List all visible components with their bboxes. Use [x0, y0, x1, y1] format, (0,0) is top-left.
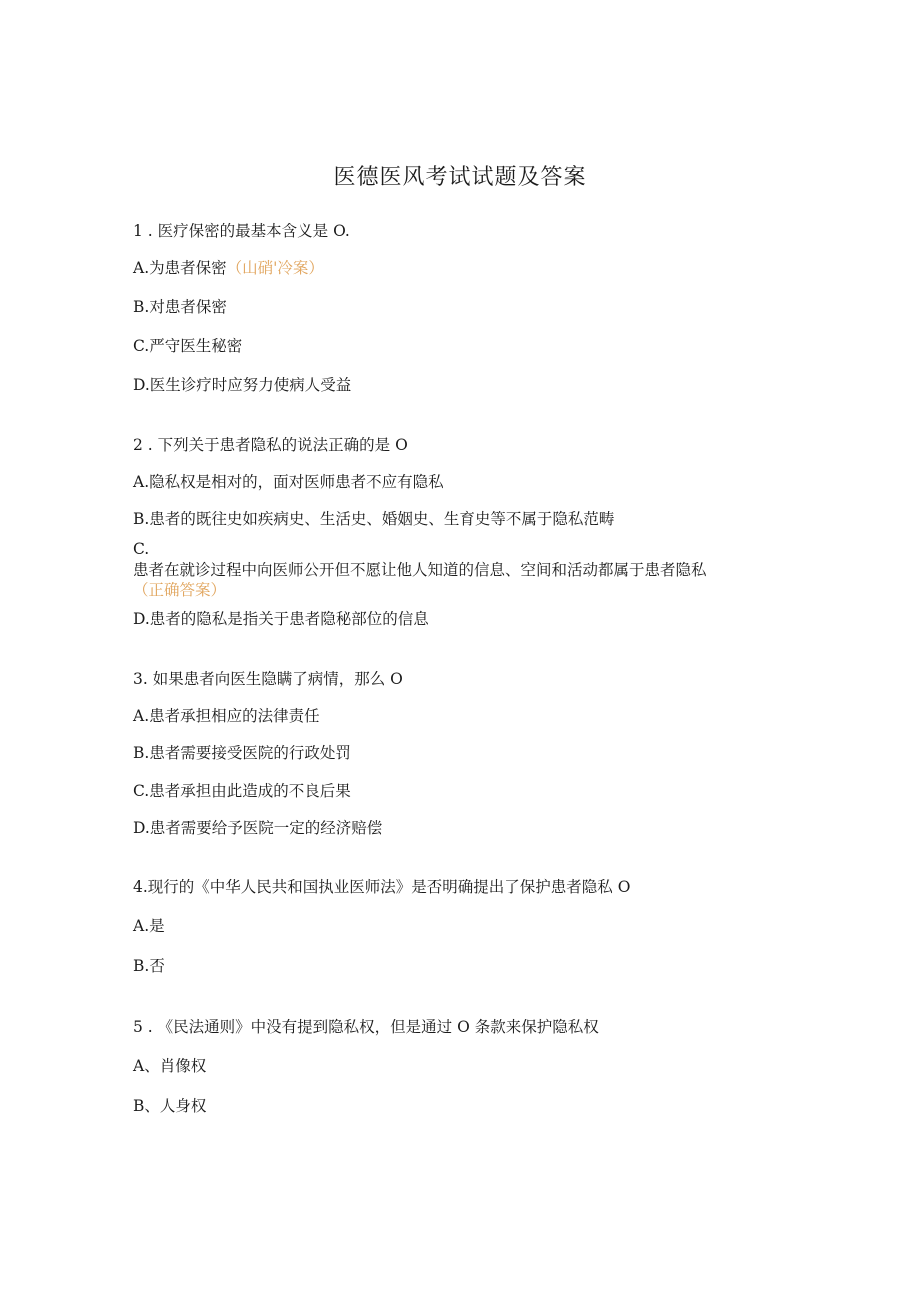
question-1-option-a: [133, 258, 324, 278]
answer-mark: （山硝'冷案）: [226, 259, 324, 277]
question-5-option-a: A、肖像权: [133, 1057, 207, 1075]
question-4-stem: 4.现行的《中华人民共和国执业医师法》是否明确提出了保护患者隐私 O: [133, 878, 631, 896]
question-5-stem: 5 . 《民法通则》中没有提到隐私权，但是通过 O 条款来保护隐私权: [133, 1018, 599, 1036]
question-3-option-d: D.患者需要给予医院一定的经济赔偿: [133, 819, 383, 837]
question-5-option-b: B、人身权: [133, 1097, 207, 1115]
question-2-option-a: A.隐私权是相对的，面对医师患者不应有隐私: [133, 473, 444, 491]
question-2-option-d: D.患者的隐私是指关于患者隐秘部位的信息: [133, 610, 429, 628]
page-title: 医德医风考试试题及答案: [333, 165, 587, 190]
answer-text: 确答案）: [164, 581, 227, 599]
question-3-option-b: B.患者需要接受医院的行政处罚: [133, 744, 351, 762]
option-text: A.为患者保密: [133, 259, 227, 277]
question-3-option-a: A.患者承担相应的法律责任: [133, 707, 320, 725]
question-1-stem: 1 . 医疗保密的最基本含义是 O.: [133, 222, 350, 240]
question-3-stem: 3. 如果患者向医生隐瞒了病情，那么 O: [133, 670, 403, 688]
question-2-option-c-text: 患者在就诊过程中向医师公开但不愿让他人知道的信息、空间和活动都属于患者隐私: [133, 561, 707, 579]
answer-open: （正: [133, 581, 165, 599]
question-3-option-c: C.患者承担由此造成的不良后果: [133, 782, 351, 800]
question-1-option-c: C.严守医生秘密: [133, 337, 243, 355]
question-4-option-b: B.否: [133, 957, 165, 975]
question-4-option-a: A.是: [133, 917, 165, 935]
question-2-option-c-label: C.: [133, 540, 150, 558]
question-2-option-b: B.患者的既往史如疾病史、生活史、婚姻史、生育史等不属于隐私范畴: [133, 510, 615, 528]
question-2-stem: 2 . 下列关于患者隐私的说法正确的是 O: [133, 436, 408, 454]
question-1-option-b: B.对患者保密: [133, 298, 227, 316]
question-1-option-d: D.医生诊疗时应努力使病人受益: [133, 376, 352, 394]
question-2-answer-mark: [133, 580, 226, 600]
